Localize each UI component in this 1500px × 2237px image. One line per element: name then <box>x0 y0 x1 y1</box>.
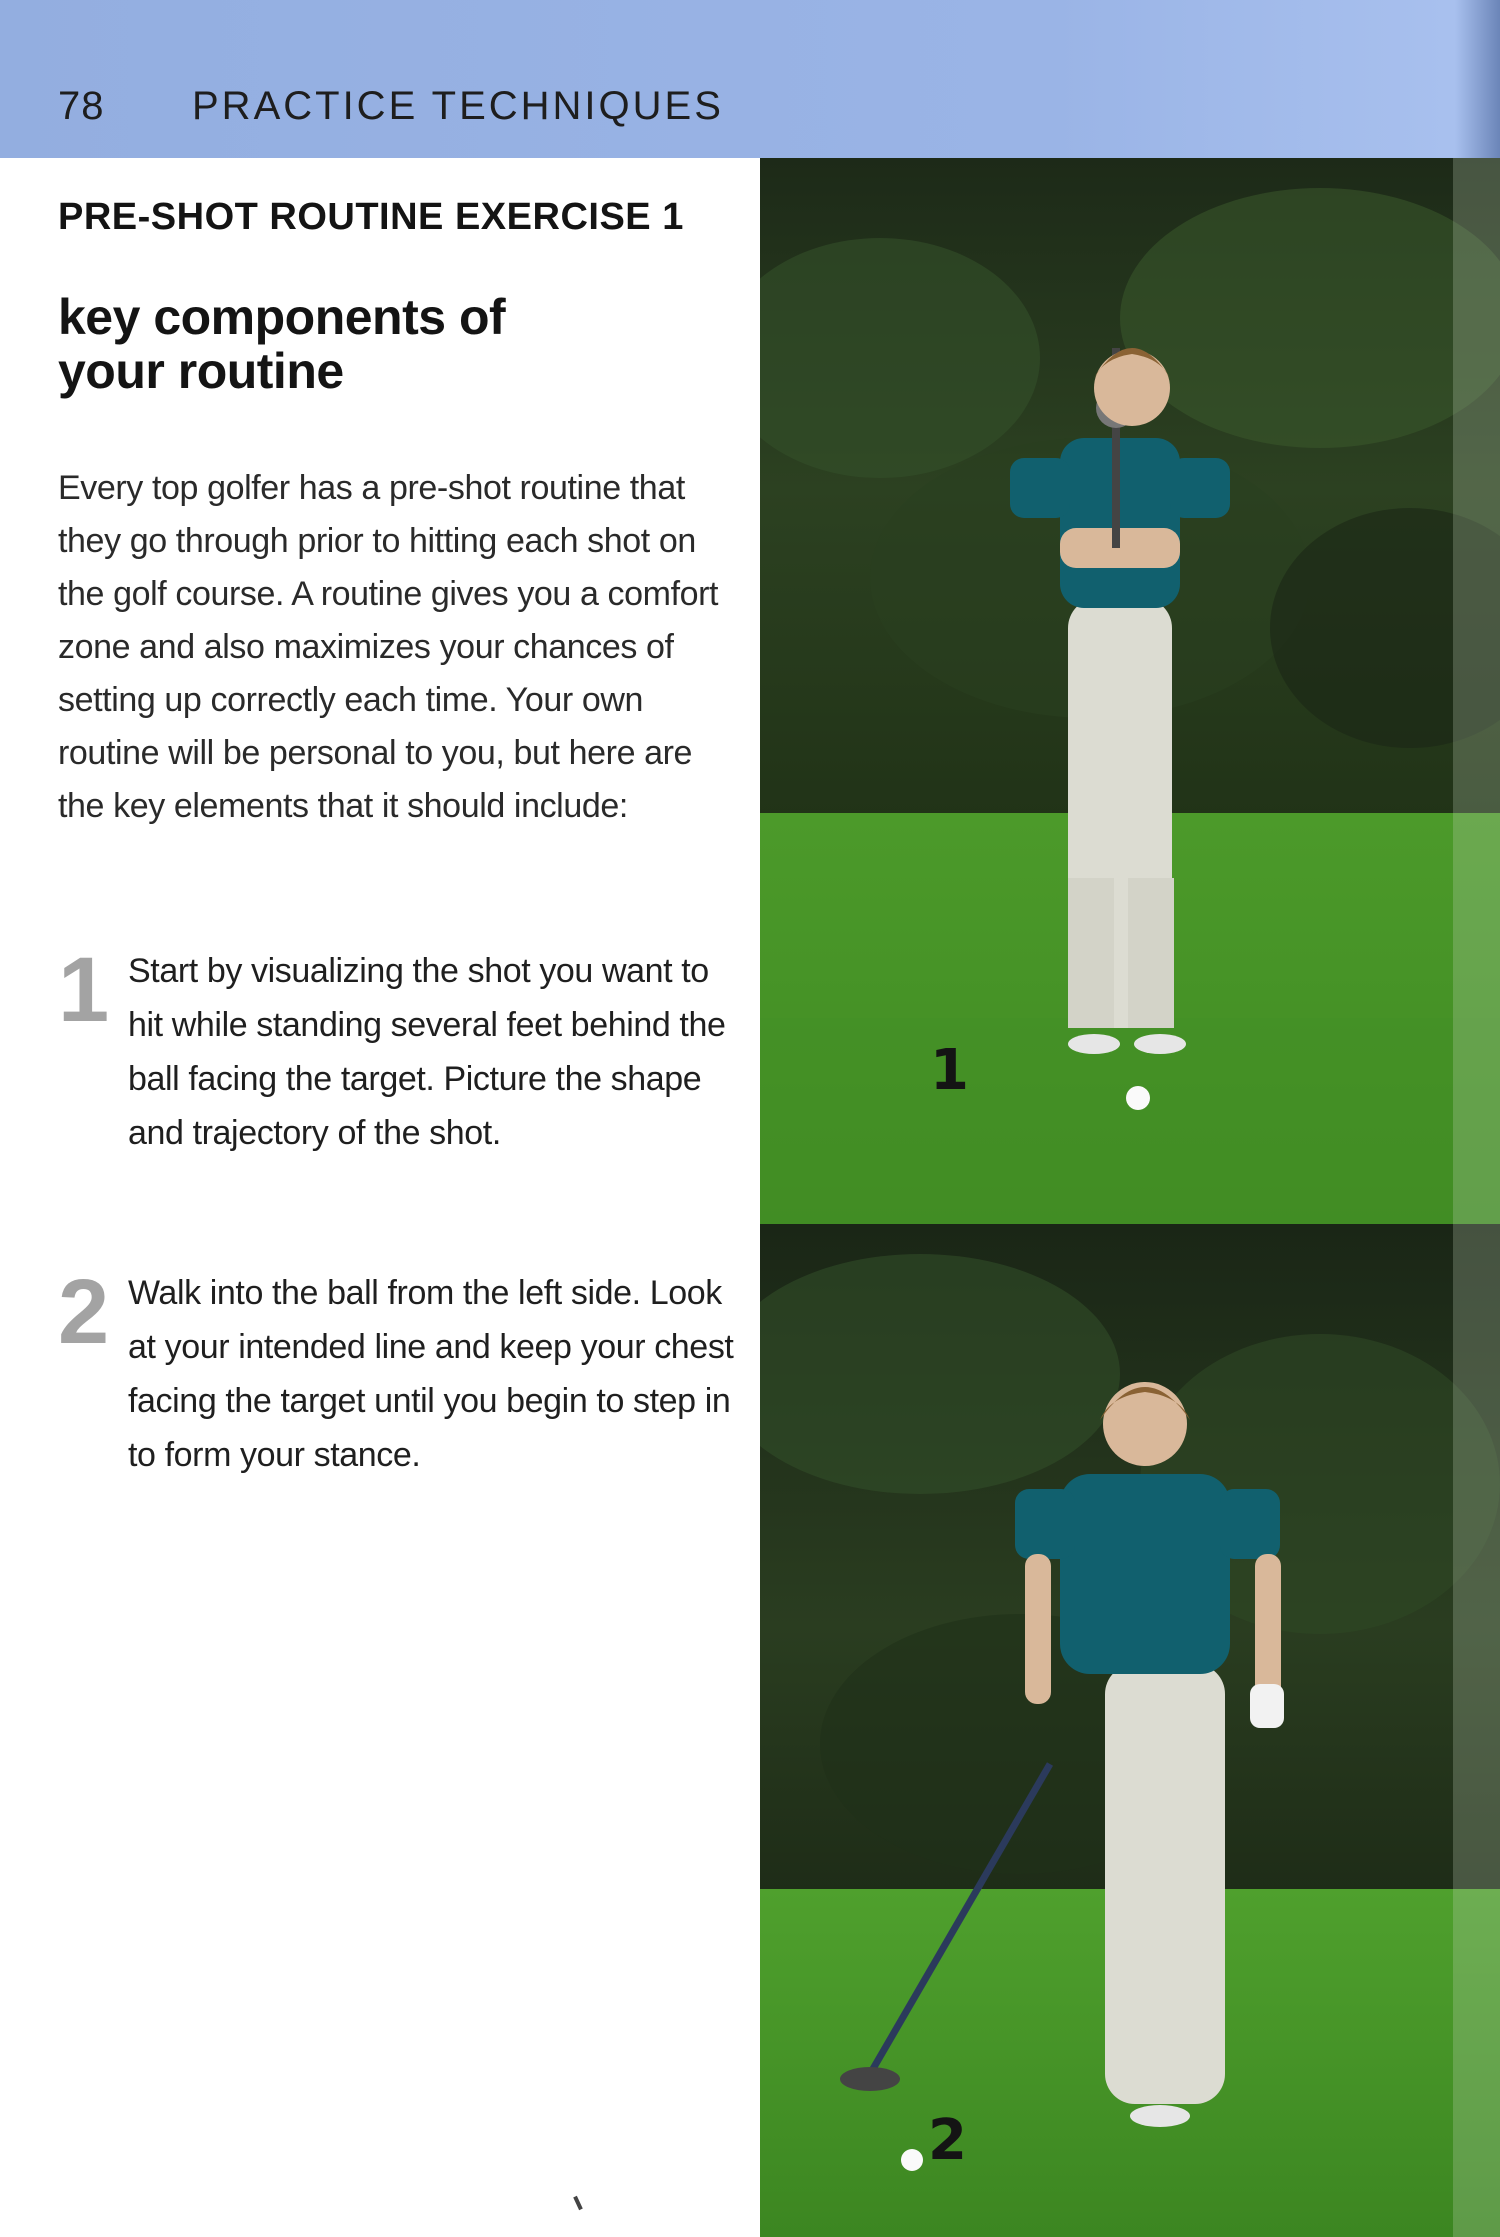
subtitle-line-1: key components of <box>58 289 506 345</box>
step-1-text: Start by visualizing the shot you want to hit while standing several feet behind the ball facing the target. Picture the shape and trajectory of the shot. <box>128 952 726 1152</box>
photo-walk-in <box>760 1224 1500 2237</box>
section-title: PRACTICE TECHNIQUES <box>192 84 724 128</box>
intro-paragraph: Every top golfer has a pre-shot routine that they go through prior to hitting each shot on the golf course. A routine gives you a comfort zone and also maximizes your chances of setting up correctly each time. Your own routine will be personal to you, but here are the key elements that it should include: <box>58 469 719 825</box>
step-1-number: 1 <box>58 939 110 1041</box>
header-band <box>0 0 1500 158</box>
step-2-number: 2 <box>58 1261 110 1363</box>
photo-1-illustration <box>760 158 1500 1224</box>
photo-visualize-shot <box>760 158 1500 1224</box>
exercise-heading: PRE-SHOT ROUTINE EXERCISE 1 <box>58 196 684 238</box>
step-2-text: Walk into the ball from the left side. Look at your intended line and keep your chest facing the target until you begin to step in to form your stance. <box>128 1274 734 1474</box>
photo-2-label: 2 <box>928 2108 967 2173</box>
stray-mark <box>573 2196 583 2210</box>
photo-1-label: 1 <box>930 1038 969 1103</box>
photo-2-illustration <box>760 1224 1500 2237</box>
page-number: 78 <box>58 84 105 128</box>
subtitle-line-2: your routine <box>58 343 344 399</box>
article-subtitle <box>58 290 618 398</box>
